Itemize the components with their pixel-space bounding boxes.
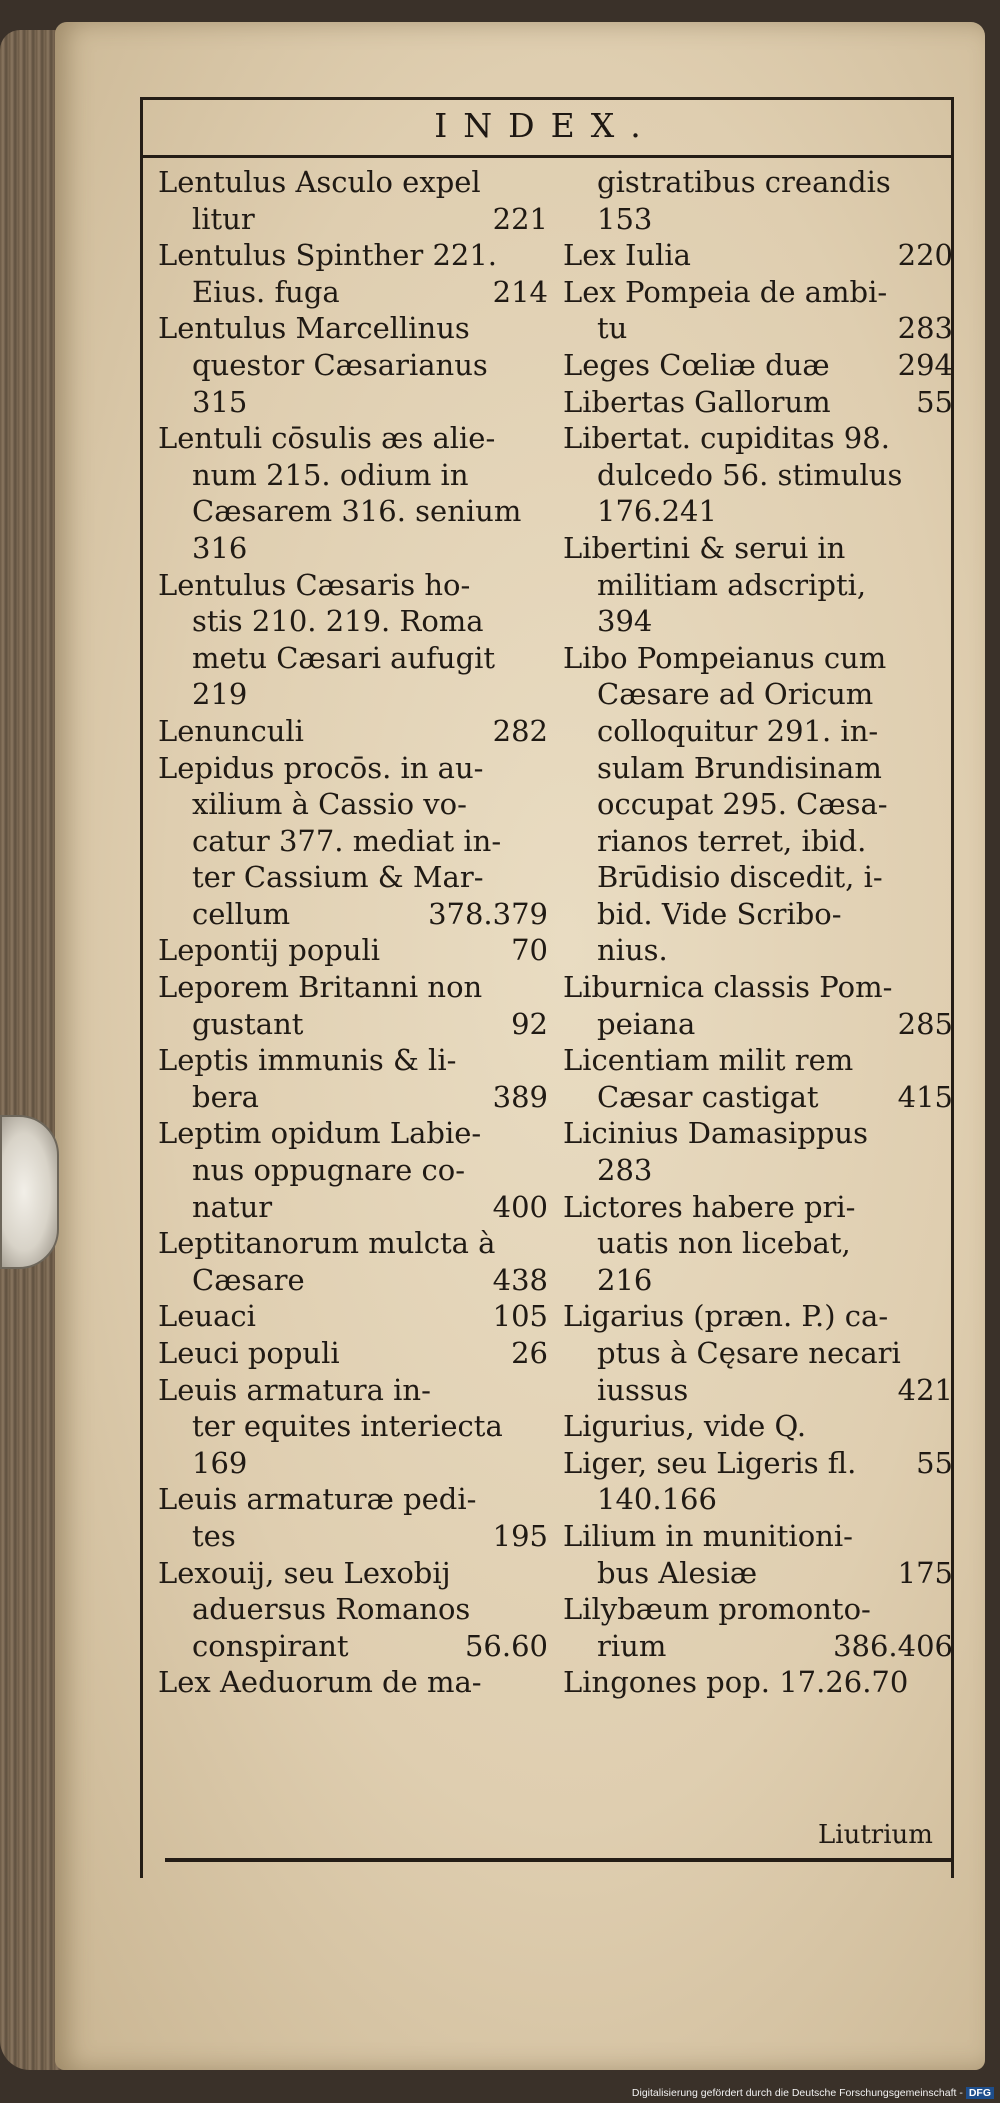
index-line [158,274,548,311]
index-entry-text: colloquitur 291. in- [597,713,879,748]
index-entry-text: Lentulus Marcellinus [158,311,470,346]
index-entry-text: conspirant [192,1628,349,1663]
index-entry-text: rium [597,1628,667,1663]
index-entry-text: natur [192,1189,273,1224]
index-entry-text: iussus [597,1372,689,1407]
index-line [158,1591,548,1628]
index-line [563,786,953,823]
index-line [563,603,953,640]
index-page-ref: 105 [492,1299,548,1334]
index-entry-text: Libo Pompeianus cum [563,640,887,675]
index-entry-text: Libertas Gallorum [563,384,831,419]
index-line [158,1152,548,1189]
index-entry-text: 169 [192,1445,248,1480]
index-page-ref: 214 [492,274,548,309]
index-line [563,1079,953,1116]
index-line [158,1445,548,1482]
index-entry-text: Lentulus Spinther 221. [158,238,498,273]
digitization-credit [632,2087,994,2099]
index-line [158,1189,548,1226]
index-entry-text: gistratibus creandis [597,165,891,199]
index-line [563,640,953,677]
index-line [158,201,548,238]
index-page-ref: 415 [897,1079,953,1114]
index-entry-text: Lex Iulia [563,238,691,273]
index-line [563,1006,953,1043]
index-entry-text: Cæsare ad Oricum [597,677,874,712]
index-line [563,969,953,1006]
index-line [158,676,548,713]
index-line [563,1481,953,1518]
index-entry-text: Lex Pompeia de ambi- [563,274,888,309]
index-entry-text: 315 [192,384,248,419]
index-entry-text: Leges Cœliæ duæ [563,347,830,382]
index-entry-text: tu [597,311,628,346]
index-line [563,274,953,311]
index-entry-text: 140.166 [597,1482,717,1517]
index-entry-text: Cæsare [192,1262,305,1297]
index-page-ref: 26 [511,1336,548,1370]
index-line [158,1298,548,1335]
index-line [158,603,548,640]
index-entry-text: cellum [192,896,291,931]
index-line [563,859,953,896]
footer-rule [165,1858,951,1862]
index-page-ref: 195 [492,1518,548,1553]
index-entry-text: nius. [597,933,668,968]
index-column-left [158,164,548,1701]
index-line [563,237,953,274]
index-line [563,823,953,860]
index-entry-text: aduersus Romanos [192,1592,471,1627]
index-line [563,384,953,421]
index-line [563,164,953,201]
index-line [563,1372,953,1409]
catchword: Liutrium [818,1820,933,1850]
index-line [563,1298,953,1335]
index-line [158,640,548,677]
index-line [158,823,548,860]
index-entry-text: uatis non licebat, [597,1226,851,1261]
index-entry-text: Lentulus Cæsaris ho- [158,567,471,602]
index-line [158,384,548,421]
index-line [158,1262,548,1299]
index-entry-text: 176.241 [597,494,717,529]
index-entry-text: bus Alesiæ [597,1555,758,1590]
index-entry-text: Lepontij populi [158,933,381,968]
index-entry-text: gustant [192,1006,304,1041]
index-entry-text: tes [192,1518,236,1553]
index-line [158,1664,548,1701]
index-line [563,932,953,969]
index-line [158,1006,548,1043]
index-line [158,347,548,384]
index-page-ref: 221 [492,201,548,236]
index-entry-text: 283 [597,1153,653,1188]
index-line [563,676,953,713]
index-line [563,530,953,567]
index-line [563,1591,953,1628]
index-entry-text: 316 [192,530,248,565]
index-entry-text: Lentuli cōsulis æs alie- [158,421,496,456]
index-entry-text: Lictores habere pri- [563,1189,856,1224]
index-line [563,1189,953,1226]
index-page-ref: 70 [511,933,548,968]
index-entry-text: Lentulus Asculo expel [158,165,481,199]
index-line [563,1335,953,1372]
index-line [158,969,548,1006]
index-entry-text: ter equites interiecta [192,1409,503,1444]
index-entry-text: Eius. fuga [192,274,340,309]
index-entry-text: Lepidus procōs. in au- [158,750,484,785]
index-line [158,1408,548,1445]
index-page-ref: 389 [492,1079,548,1114]
index-line [158,1628,548,1665]
index-entry-text: Leptim opidum Labie- [158,1116,482,1151]
index-entry-text: questor Cæsarianus [192,347,488,382]
index-line [158,567,548,604]
index-line [158,896,548,933]
index-entry-text: Lilium in munitioni- [563,1518,853,1553]
index-entry-text: xilium à Cassio vo- [192,787,467,822]
index-line [158,1042,548,1079]
index-entry-text: Leptis immunis & li- [158,1043,457,1078]
index-page-ref: 220 [897,238,953,273]
index-line [563,1042,953,1079]
index-page-ref: 175 [897,1555,953,1590]
index-entry-text: 153 [597,201,653,236]
index-entry-text: militiam adscripti, [597,567,867,602]
index-line [563,1518,953,1555]
index-page-ref: 283 [897,311,953,346]
index-line [563,457,953,494]
index-entry-text: Lenunculi [158,713,304,748]
index-line [563,1555,953,1592]
index-entry-text: Leuci populi [158,1336,340,1370]
index-line [158,493,548,530]
index-entry-text: occupat 295. Cæsa- [597,787,888,822]
book-clasp [0,1115,59,1269]
index-line [158,457,548,494]
index-entry-text: peiana [597,1006,696,1041]
index-line [563,1262,953,1299]
index-entry-text: Cæsar castigat [597,1079,819,1114]
index-line [158,859,548,896]
index-page-ref: 282 [492,713,548,748]
index-line [563,1152,953,1189]
index-page-ref: 378.379 [428,896,548,931]
index-page-ref: 421 [897,1372,953,1407]
index-line [158,750,548,787]
index-line [158,1481,548,1518]
index-line [158,1115,548,1152]
index-page-ref: 285 [897,1006,953,1041]
index-line [563,1115,953,1152]
index-line [158,1555,548,1592]
index-line [158,1518,548,1555]
index-entry-text: Leptitanorum mulcta à [158,1226,496,1261]
page-header: INDEX. [434,106,657,145]
index-entry-text: stis 210. 219. Roma [192,604,484,639]
index-page-ref: 92 [511,1006,548,1041]
index-entry-text: bid. Vide Scribo- [597,896,842,931]
index-column-right [563,164,953,1701]
index-entry-text: rianos terret, ibid. [597,823,867,858]
index-entry-text: Licentiam milit rem [563,1043,854,1078]
index-entry-text: Brūdisio discedit, i- [597,860,883,895]
index-entry-text: bera [192,1079,259,1114]
index-entry-text: ptus à Cęsare necari [597,1336,901,1370]
index-entry-text: sulam Brundisinam [597,750,882,785]
index-line [158,420,548,457]
index-entry-text: Liger, seu Ligeris fl. [563,1445,857,1480]
index-line [158,713,548,750]
index-page-ref: 55 [916,384,953,419]
index-line [158,786,548,823]
index-entry-text: Leuaci [158,1299,256,1334]
index-entry-text: Leuis armaturæ pedi- [158,1482,477,1517]
index-line [563,1408,953,1445]
dfg-logo: DFG [966,2087,994,2099]
index-line [563,201,953,238]
credit-text: Digitalisierung gefördert durch die Deutsche Forschungsgemeinschaft - [631,2087,963,2099]
index-entry-text: Ligarius (præn. P.) ca- [563,1299,889,1334]
index-line [158,1335,548,1372]
index-entry-text: 219 [192,677,248,712]
index-entry-text: Cæsarem 316. senium [192,494,522,529]
index-page-ref: 55 [916,1445,953,1480]
index-entry-text: dulcedo 56. stimulus [597,457,903,492]
index-line [563,1628,953,1665]
index-line [563,1445,953,1482]
index-entry-text: num 215. odium in [192,457,469,492]
index-page-ref: 400 [492,1189,548,1224]
index-line [563,347,953,384]
index-line [158,164,548,201]
index-entry-text: Ligurius, vide Q. [563,1409,807,1444]
index-line [563,750,953,787]
index-line [563,896,953,933]
index-entry-text: Lex Aeduorum de ma- [158,1665,482,1700]
index-line [158,932,548,969]
index-line [563,713,953,750]
header-rule [140,155,951,158]
index-entry-text: 394 [597,604,653,639]
index-line [563,420,953,457]
index-entry-text: Licinius Damasippus [563,1116,868,1151]
index-entry-text: Lexouij, seu Lexobij [158,1555,451,1590]
index-line [563,493,953,530]
index-page-ref: 294 [897,347,953,382]
index-entry-text: 216 [597,1262,653,1297]
index-entry-text: ter Cassium & Mar- [192,860,484,895]
index-entry-text: nus oppugnare co- [192,1153,465,1188]
index-entry-text: catur 377. mediat in- [192,823,502,858]
index-page-ref: 386.406 [833,1628,953,1663]
index-entry-text: Libertat. cupiditas 98. [563,421,890,456]
index-entry-text: metu Cæsari aufugit [192,640,496,675]
index-line [158,310,548,347]
index-line [158,237,548,274]
index-line [158,1079,548,1116]
index-line [563,567,953,604]
index-page-ref: 56.60 [464,1628,548,1663]
index-line [158,530,548,567]
index-line [563,1664,953,1701]
index-entry-text: Leporem Britanni non [158,970,483,1005]
index-line [563,1225,953,1262]
index-entry-text: Lingones pop. 17.26.70 [563,1665,909,1700]
index-entry-text: Leuis armatura in- [158,1372,431,1407]
index-line [158,1372,548,1409]
index-entry-text: Liburnica classis Pom- [563,970,893,1005]
index-line [563,310,953,347]
index-entry-text: Libertini & serui in [563,530,846,565]
index-entry-text: litur [192,201,255,236]
index-entry-text: Lilybæum promonto- [563,1592,871,1627]
index-line [158,1225,548,1262]
index-page-ref: 438 [492,1262,548,1297]
